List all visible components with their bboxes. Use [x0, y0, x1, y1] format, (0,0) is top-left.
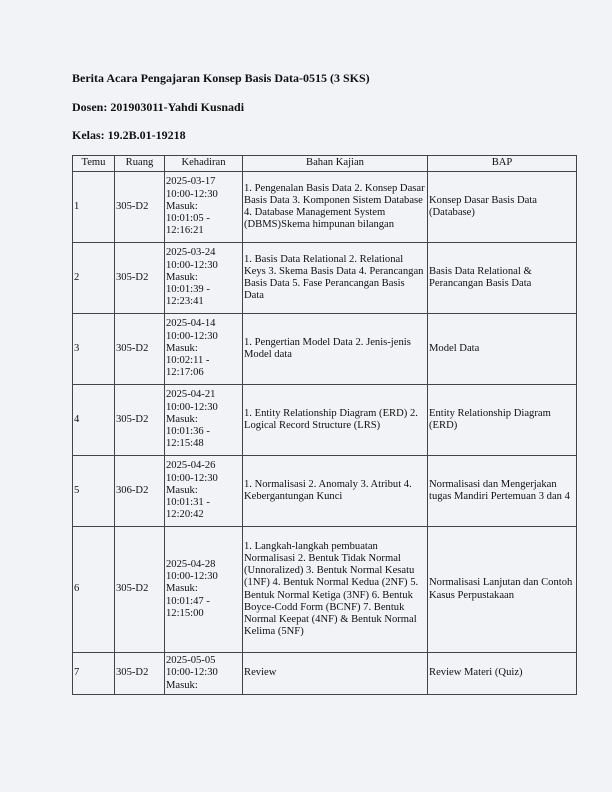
- table-row: [73, 385, 577, 456]
- table-row: [73, 653, 577, 695]
- cell-bahan-kajian: 1. Langkah-langkah pembuatan Normalisasi 2. Bentuk Tidak Normal (Unnoralized) 3. Bentuk Normal Kesatu (1NF) 4. Bentuk Normal Kedua (2NF) 5. Bentuk Normal Ketiga (3NF) 6. Bentuk Boyce-Codd Form (BCNF) 7. Bentuk Normal Keepat (4NF) & Bentuk Normal Kelima (5NF): [243, 527, 428, 653]
- cell-temu: 1: [73, 172, 115, 243]
- cell-bap: Konsep Dasar Basis Data (Database): [428, 172, 577, 243]
- cell-temu: 4: [73, 385, 115, 456]
- header-bahan-kajian: Bahan Kajian: [243, 156, 428, 172]
- cell-bahan-kajian: 1. Normalisasi 2. Anomaly 3. Atribut 4. Kebergantungan Kunci: [243, 456, 428, 527]
- header-temu: Temu: [73, 156, 115, 172]
- header-kehadiran: Kehadiran: [165, 156, 243, 172]
- cell-temu: 2: [73, 243, 115, 314]
- document-title: Berita Acara Pengajaran Konsep Basis Data-0515 (3 SKS): [72, 71, 370, 85]
- cell-bap: Basis Data Relational & Perancangan Basis Data: [428, 243, 577, 314]
- cell-temu: 5: [73, 456, 115, 527]
- cell-kehadiran: 2025-03-24 10:00-12:30 Masuk: 10:01:39 - 12:23:41: [165, 243, 243, 314]
- table-row: [73, 314, 577, 385]
- cell-bahan-kajian: 1. Entity Relationship Diagram (ERD) 2. Logical Record Structure (LRS): [243, 385, 428, 456]
- cell-ruang: 305-D2: [115, 314, 165, 385]
- cell-ruang: 305-D2: [115, 243, 165, 314]
- cell-bahan-kajian: 1. Pengenalan Basis Data 2. Konsep Dasar Basis Data 3. Komponen Sistem Database 4. Database Management System (DBMS)Skema himpunan bilangan: [243, 172, 428, 243]
- cell-bap: Model Data: [428, 314, 577, 385]
- lecturer-line: Dosen: 201903011-Yahdi Kusnadi: [72, 100, 245, 114]
- cell-bap: Review Materi (Quiz): [428, 653, 577, 695]
- header-bap: BAP: [428, 156, 577, 172]
- cell-bahan-kajian: 1. Pengertian Model Data 2. Jenis-jenis Model data: [243, 314, 428, 385]
- table-row: [73, 527, 577, 653]
- cell-bahan-kajian: 1. Basis Data Relational 2. Relational Keys 3. Skema Basis Data 4. Perancangan Basis Data 5. Fase Perancangan Basis Data: [243, 243, 428, 314]
- table-row: [73, 172, 577, 243]
- table-row: [73, 243, 577, 314]
- cell-kehadiran: 2025-04-21 10:00-12:30 Masuk: 10:01:36 - 12:15:48: [165, 385, 243, 456]
- cell-ruang: 305-D2: [115, 385, 165, 456]
- header-ruang: Ruang: [115, 156, 165, 172]
- cell-kehadiran: 2025-04-14 10:00-12:30 Masuk: 10:02:11 - 12:17:06: [165, 314, 243, 385]
- cell-kehadiran: 2025-05-05 10:00-12:30 Masuk:: [165, 653, 243, 695]
- cell-bap: Entity Relationship Diagram (ERD): [428, 385, 577, 456]
- cell-ruang: 305-D2: [115, 172, 165, 243]
- cell-kehadiran: 2025-03-17 10:00-12:30 Masuk: 10:01:05 - 12:16:21: [165, 172, 243, 243]
- cell-temu: 3: [73, 314, 115, 385]
- cell-bap: Normalisasi dan Mengerjakan tugas Mandiri Pertemuan 3 dan 4: [428, 456, 577, 527]
- cell-ruang: 305-D2: [115, 653, 165, 695]
- cell-bahan-kajian: Review: [243, 653, 428, 695]
- class-line: Kelas: 19.2B.01-19218: [72, 128, 186, 142]
- cell-temu: 7: [73, 653, 115, 695]
- cell-bap: Normalisasi Lanjutan dan Contoh Kasus Perpustakaan: [428, 527, 577, 653]
- table-row: [73, 456, 577, 527]
- table-header-row: [73, 156, 577, 172]
- cell-kehadiran: 2025-04-28 10:00-12:30 Masuk: 10:01:47 - 12:15:00: [165, 527, 243, 653]
- cell-kehadiran: 2025-04-26 10:00-12:30 Masuk: 10:01:31 - 12:20:42: [165, 456, 243, 527]
- attendance-table: [72, 155, 577, 695]
- cell-ruang: 306-D2: [115, 456, 165, 527]
- cell-temu: 6: [73, 527, 115, 653]
- cell-ruang: 305-D2: [115, 527, 165, 653]
